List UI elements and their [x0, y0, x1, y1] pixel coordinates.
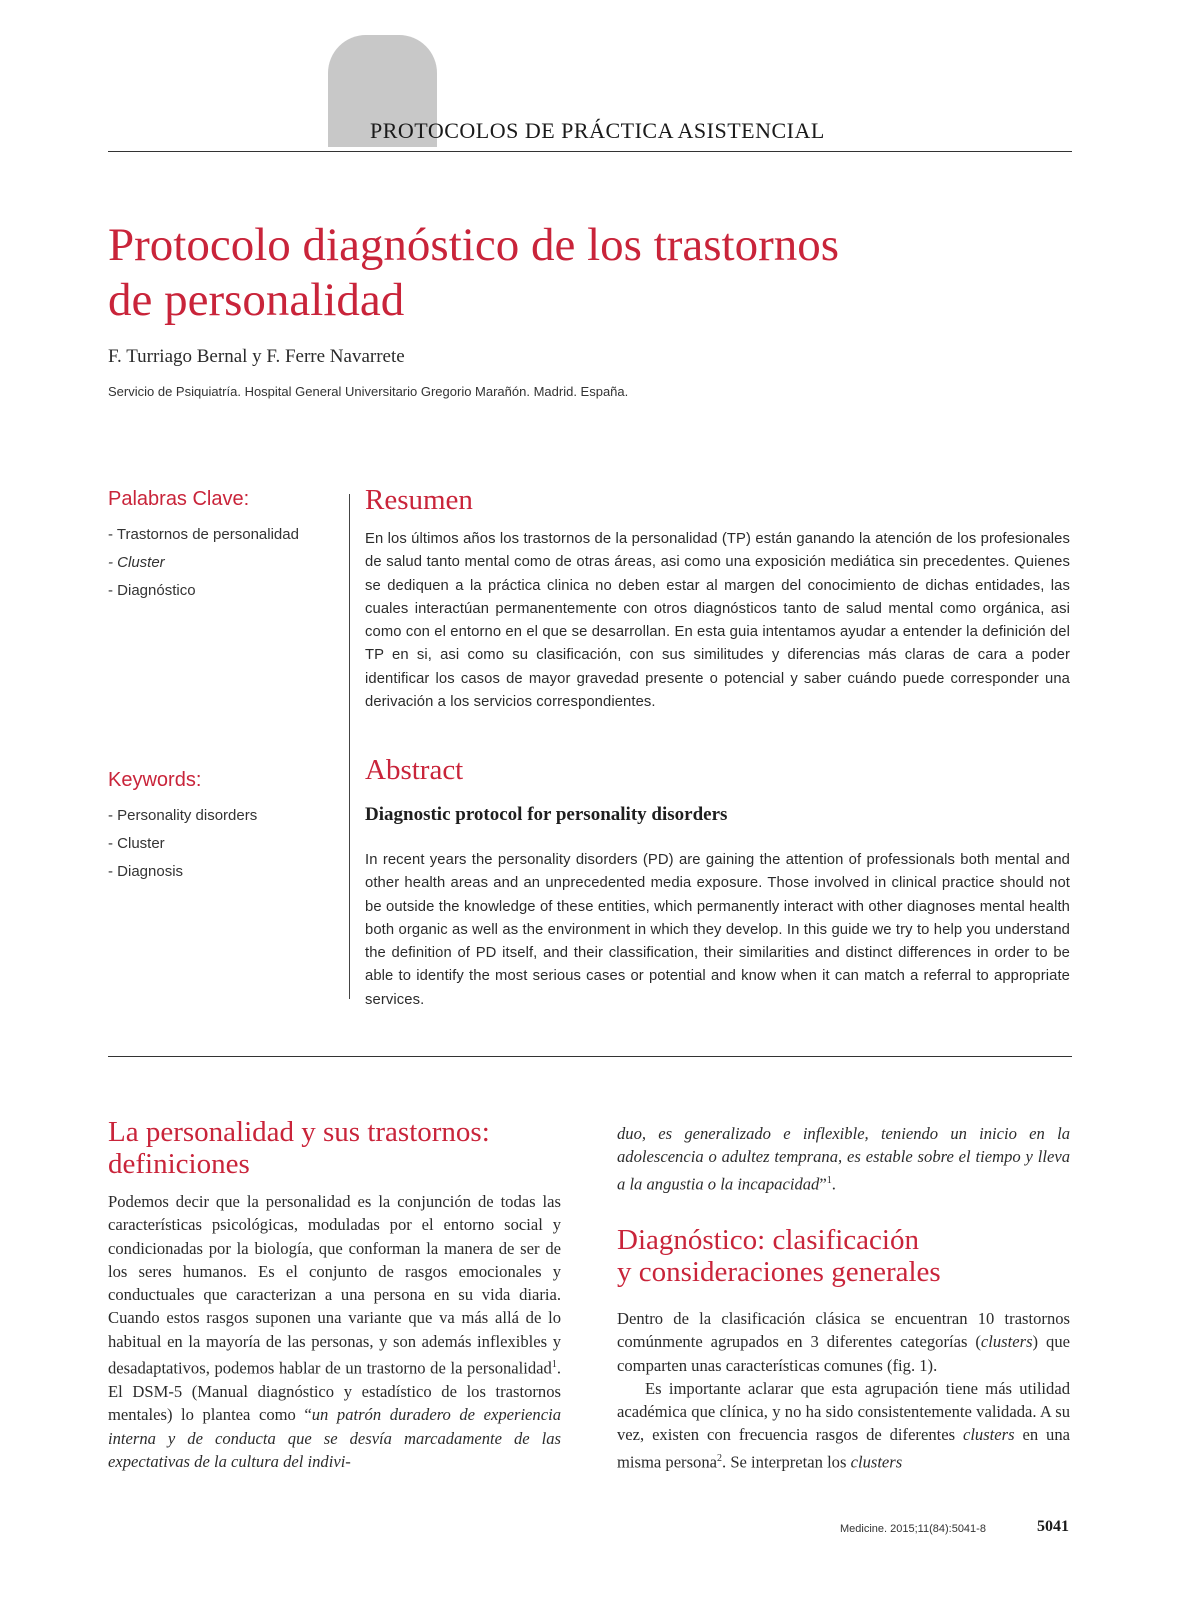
- abstract-text: In recent years the personality disorders (PD) are gaining the attention of professionals both mental and other health areas and an unprecedented media exposure. Those involved in clinical practice should not be outside the knowledge of these entities, which permanently interact with other diagnoses mental health both organic as well as the environment in which they develop. In this guide we try to help you understand the definition of PD itself, and their classification, their similarities and distinct differences in order to be able to identify the most serious cases or potential and know when it can match a referral to appropriate services.: [365, 852, 1070, 1008]
- header-rule: [108, 151, 1072, 152]
- body-text: en una misma persona: [617, 1425, 1070, 1472]
- keywords-en-heading: Keywords:: [108, 769, 202, 791]
- keywords-es-heading: Palabras Clave:: [108, 488, 250, 510]
- reference-marker: 1: [826, 1174, 832, 1186]
- reference-marker: 1: [551, 1359, 557, 1371]
- keywords-es-list: [108, 521, 299, 605]
- page-number: 5041: [1037, 1518, 1069, 1535]
- body-text-italic: clusters: [962, 1425, 1015, 1445]
- quote-end: .: [831, 1174, 836, 1194]
- authors: F. Turriago Bernal y F. Ferre Navarrete: [108, 346, 405, 367]
- keyword-item: - Cluster: [108, 554, 165, 571]
- dsm-quote: un patrón duradero de experiencia interna y de conducta que se desvía marcadamente de las expectativas de la cultura del indivi-: [108, 1405, 561, 1471]
- section1-paragraph: [108, 1190, 561, 1473]
- abstract-heading: Abstract: [365, 754, 464, 786]
- body-text: . El DSM-5 (Manual diagnóstico y estadístico de los trastornos mentales) lo plantea como “: [108, 1358, 561, 1425]
- dsm-quote: duo, es generalizado e inflexible, teniendo un inicio en la adolescencia o adultez temprana, es estable sobre el tiempo y lleva a la angustia o la incapacidad: [617, 1124, 1070, 1194]
- quote-close: ”: [819, 1174, 827, 1194]
- body-text: . Se interpretan los: [722, 1452, 851, 1472]
- section2-heading-line-2: y consideraciones generales: [617, 1256, 941, 1288]
- resumen-text: En los últimos años los trastornos de la personalidad (TP) están ganando la atención de los profesionales de salud tanto mental como de otras áreas, asi como una exposición mediática sin precedentes. Quienes se dediquen a la práctica clinica no deben estar al margen del conocimiento de dichas entidades, las cuales interactúan permanentemente con otros diagnósticos tanto de salud mental como orgánica, asi como con el entorno en el que se desarrollan. En esta guia intentamos ayudar a entender la definición del TP en si, asi como su clasificación, con sus similitudes y diferencias más claras de cara a poder identificar los casos de mayor gravedad presente o potencial y saber cuándo puede corresponder una derivación a los servicios correspondientes.: [365, 531, 1070, 711]
- section1-quote-continued: [617, 1122, 1070, 1195]
- body-text: Dentro de la clasificación clásica se encuentran 10 trastornos comúnmente agrupados en 3 diferentes categorías (: [617, 1309, 1070, 1352]
- article-title: [108, 218, 1068, 328]
- section2-body: [617, 1307, 1070, 1474]
- journal-section-label: PROTOCOLOS DE PRÁCTICA ASISTENCIAL: [370, 118, 825, 143]
- affiliation: Servicio de Psiquiatría. Hospital General Universitario Gregorio Marañón. Madrid. España.: [108, 384, 629, 399]
- title-line-2: de personalidad: [108, 274, 405, 326]
- section1-heading: [108, 1116, 490, 1180]
- keywords-en-list: [108, 802, 257, 886]
- resumen-heading: Resumen: [365, 484, 473, 516]
- keyword-item: - Diagnóstico: [108, 582, 196, 599]
- section2-heading: [617, 1224, 941, 1288]
- body-text: Es importante aclarar que esta agrupación tiene más utilidad académica que clínica, y no ha sido consistentemente validada. A su vez, existen con frecuencia rasgos de diferentes: [617, 1378, 1070, 1445]
- keyword-item: - Trastornos de personalidad: [108, 526, 299, 543]
- section2-heading-line-1: Diagnóstico: clasificación: [617, 1224, 919, 1256]
- body-text: Podemos decir que la personalidad es la conjunción de todas las características psicológicas, moduladas por el entorno social y condicionadas por la biología, que conforman la manera de ser de los seres humanos. Es el conjunto de rasgos emocionales y conductuales que caracterizan a una persona en su vida diaria. Cuando estos rasgos suponen una variante que va más allá de lo habitual en la mayoría de las personas, y son además inflexibles y desadaptativos, podemos hablar de un trastorno de la personalidad: [108, 1192, 561, 1378]
- keyword-item: - Diagnosis: [108, 863, 184, 880]
- section1-heading-line-2: definiciones: [108, 1148, 250, 1180]
- body-text-italic: clusters: [980, 1332, 1033, 1352]
- body-text: ) que comparten unas características comunes (fig. 1).: [617, 1332, 1070, 1375]
- reference-marker: 2: [717, 1452, 723, 1464]
- abstract-subtitle: Diagnostic protocol for personality disorders: [365, 804, 728, 825]
- abstract-divider: [349, 494, 350, 999]
- keyword-item: - Personality disorders: [108, 807, 258, 824]
- section-rule: [108, 1056, 1072, 1057]
- title-line-1: Protocolo diagnóstico de los trastornos: [108, 219, 840, 271]
- keyword-item: - Cluster: [108, 835, 165, 852]
- section1-heading-line-1: La personalidad y sus trastornos:: [108, 1116, 490, 1148]
- body-text-italic: clusters: [850, 1452, 903, 1472]
- journal-citation: Medicine. 2015;11(84):5041-8: [840, 1523, 986, 1535]
